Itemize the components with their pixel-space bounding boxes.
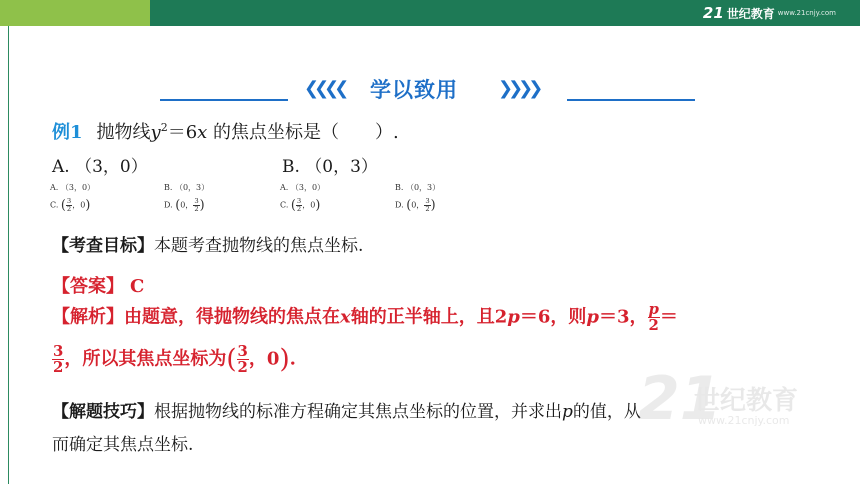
p-over-2-fraction (648, 302, 660, 333)
small-option-d-2: D. (0， $\frac{3}{2}$ ) (395, 197, 436, 213)
answer-line (52, 272, 144, 298)
watermark-url: www.21cnjy.com (698, 414, 790, 427)
option-b: B. （0，3） (282, 157, 378, 177)
small-option-d-1: D. (0， $\frac{3}{2}$ ) (164, 197, 205, 213)
analysis-text: ＝ (659, 306, 678, 328)
c-prefix: C. (50, 200, 61, 210)
d-den: 2 (425, 205, 430, 213)
exponent: 2 (160, 121, 168, 134)
section-header (160, 72, 695, 102)
c-prefix: C. (280, 200, 291, 210)
var-p: p (507, 306, 520, 328)
small-option-b-2: B. （0，3） (395, 183, 441, 192)
logo-text: 世纪教育 (726, 6, 775, 21)
section-rule-right (567, 99, 695, 101)
var-p: p (562, 402, 573, 422)
analysis-line-1 (52, 302, 678, 333)
analysis-text: ＝3， (598, 306, 648, 328)
question-label: 例1 (52, 122, 83, 143)
chevron-right-icon: ❯❯❯❯ (498, 78, 539, 99)
brand-logo (703, 3, 836, 23)
objective-label: 【考查目标】 (52, 236, 154, 256)
small-option-a-2: A. （3，0） (280, 183, 326, 192)
analysis-end: . (289, 348, 296, 370)
var-x: x (340, 306, 351, 328)
left-border-line (8, 26, 9, 484)
objective-line (52, 231, 363, 256)
small-option-c-2: C. ( $\frac{3}{2}$ ，0) (280, 197, 321, 213)
small-option-c-1: C. ( $\frac{3}{2}$ ，0) (50, 197, 91, 213)
small-option-a-1: A. （3，0） (50, 183, 96, 192)
d-first: 0， (180, 200, 194, 210)
analysis-text: ，所以其焦点坐标为 (64, 348, 227, 370)
answer-value: C (130, 276, 145, 297)
coord-rest: ，0 (248, 348, 280, 370)
d-num: 3 (425, 197, 430, 206)
c-num: 3 (296, 197, 302, 206)
var-x: x (197, 122, 208, 143)
d-first: 0， (411, 200, 425, 210)
technique-line-2: 而确定其焦点坐标. (52, 435, 194, 455)
stem-eq: ＝6 (167, 122, 198, 143)
var-y: y (150, 122, 161, 143)
logo-mark: 21 (702, 4, 724, 22)
analysis-text: 轴的正半轴上，且2 (350, 306, 508, 328)
section-rule-left (160, 99, 288, 101)
stem-text: 抛物线 (96, 122, 151, 143)
top-bar (0, 0, 860, 26)
d-prefix: D. (164, 200, 176, 210)
analysis-line-2: $\frac{3}{2}$ ，所以其焦点坐标为( $\frac{3}{2}$ ，0). (53, 342, 296, 376)
c-rest: ，0 (302, 200, 316, 210)
c-rest: ，0 (72, 200, 86, 210)
top-bar-accent (0, 0, 150, 26)
c-den: 2 (66, 205, 72, 213)
technique-text: 根据抛物线的标准方程确定其焦点坐标的位置，并求出 (154, 402, 562, 422)
section-title: 学以致用 (370, 78, 458, 102)
technique-line-1 (52, 397, 641, 422)
logo-url: www.21cnjy.com (777, 9, 836, 17)
objective-text: 本题考查抛物线的焦点坐标. (154, 236, 364, 256)
coord-fraction (237, 344, 249, 375)
option-a: A. （3，0） (52, 157, 148, 177)
frac-den: 2 (53, 357, 64, 376)
frac-den: 2 (237, 357, 248, 376)
stem-end: 的焦点坐标是（ ）. (207, 122, 399, 143)
c-den: 2 (296, 205, 302, 213)
chevron-left-icon: ❮❮❮❮ (304, 78, 345, 99)
watermark-text: 世纪教育 (694, 386, 799, 416)
d-num: 3 (194, 197, 199, 206)
technique-text: 的值，从 (572, 402, 641, 422)
d-den: 2 (194, 205, 199, 213)
small-option-b-1: B. （0，3） (164, 183, 210, 192)
analysis-text: ＝6，则 (519, 306, 587, 328)
watermark-mark: 21 (638, 364, 722, 434)
three-halves-fraction (52, 344, 64, 375)
frac-den: 2 (648, 315, 659, 334)
d-prefix: D. (395, 200, 407, 210)
frac-num: 3 (237, 342, 248, 360)
frac-num: p (648, 300, 659, 318)
question-stem (52, 118, 399, 144)
frac-num: 3 (53, 342, 64, 360)
var-p: p (586, 306, 599, 328)
answer-label: 【答案】 (52, 276, 124, 297)
analysis-text: 由题意，得抛物线的焦点在 (124, 306, 340, 328)
watermark (624, 364, 824, 440)
technique-label: 【解题技巧】 (52, 402, 154, 422)
analysis-label: 【解析】 (52, 306, 124, 328)
c-num: 3 (66, 197, 72, 206)
